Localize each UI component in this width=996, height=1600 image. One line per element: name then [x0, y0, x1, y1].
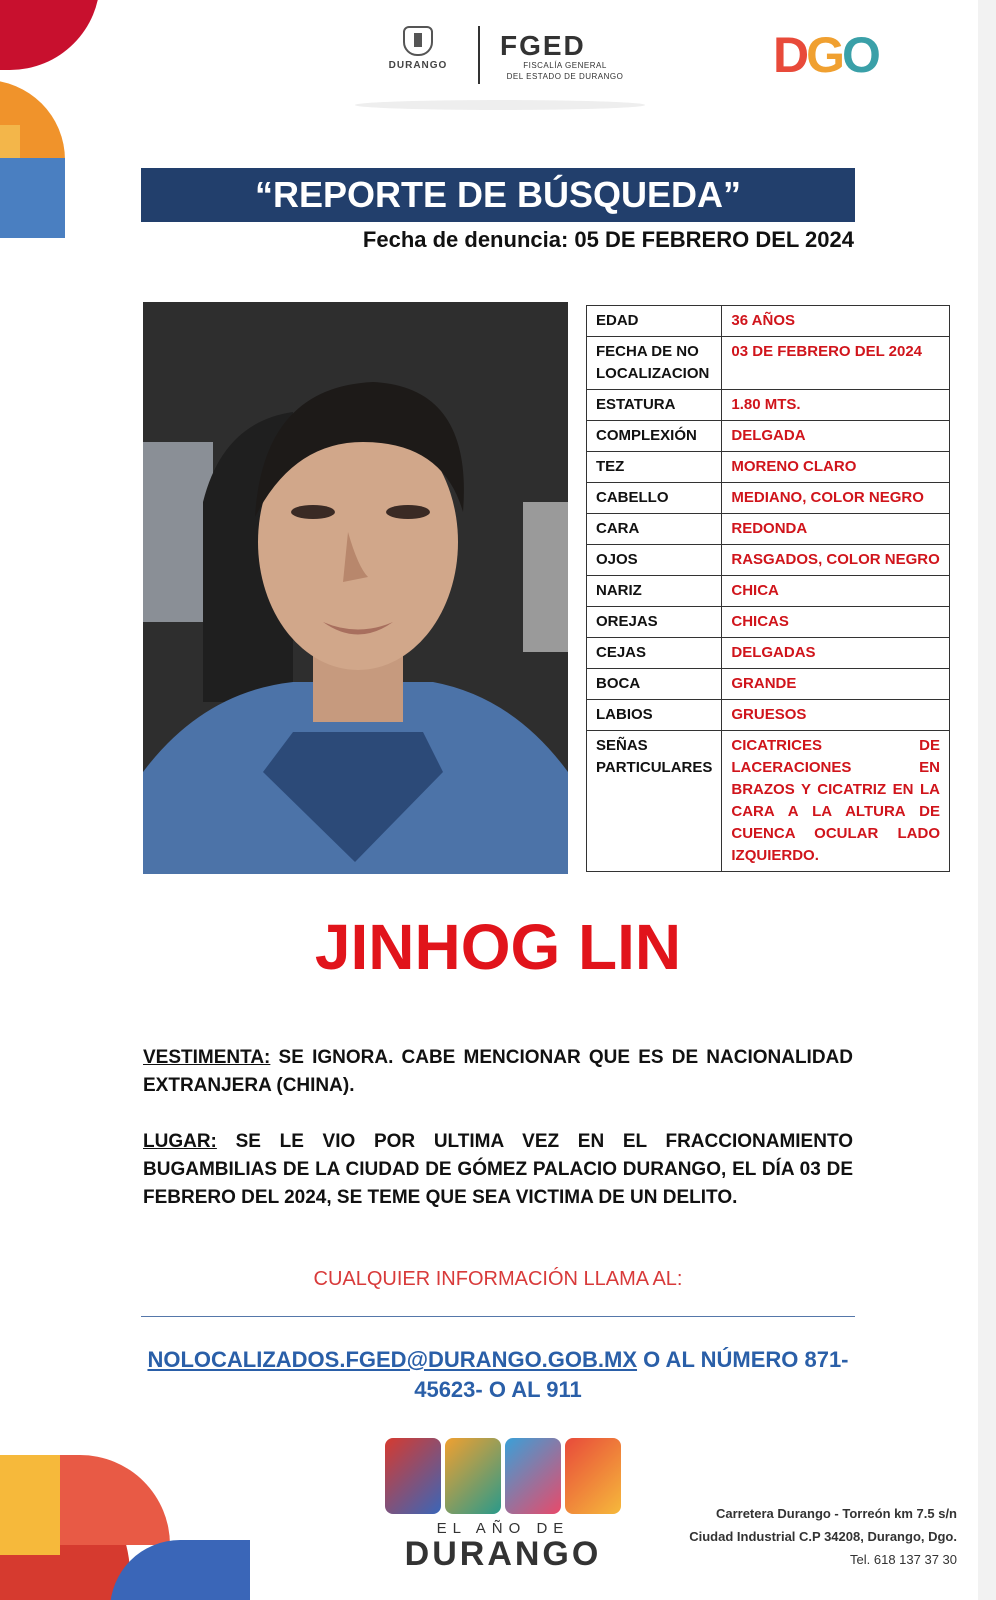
clothing-paragraph [143, 1044, 853, 1100]
place-label: LUGAR: [143, 1131, 217, 1152]
dgo-letter: D [773, 27, 807, 83]
dgo-letter: G [806, 27, 843, 83]
details-row [587, 483, 950, 514]
corner-decoration [0, 158, 65, 238]
details-value: GRUESOS [722, 700, 950, 731]
details-value: MORENO CLARO [722, 452, 950, 483]
year-digit-graphic [565, 1438, 621, 1514]
details-label: TEZ [587, 452, 722, 483]
year-2024-logo [383, 1438, 623, 1588]
clothing-text: SE IGNORA. CABE MENCIONAR QUE ES DE NACIONALIDAD EXTRANJERA (CHINA). [143, 1047, 853, 1096]
details-value: 03 DE FEBRERO DEL 2024 [722, 337, 950, 390]
durango-logo-text: DURANGO [388, 60, 448, 71]
place-text: SE LE VIO POR ULTIMA VEZ EN EL FRACCIONAMIENTO BUGAMBILIAS DE LA CIUDAD DE GÓMEZ PALACIO DURANGO, EL DÍA 03 DE FEBRERO DEL 2024, SE TEME QUE SEA VICTIMA DE UN DELITO. [143, 1131, 853, 1208]
corner-decoration [0, 1455, 60, 1555]
details-label: NARIZ [587, 576, 722, 607]
header-shadow [355, 100, 645, 110]
details-table [586, 305, 950, 872]
details-label: OREJAS [587, 607, 722, 638]
details-label: OJOS [587, 545, 722, 576]
details-label: ESTATURA [587, 390, 722, 421]
details-row [587, 545, 950, 576]
details-row [587, 306, 950, 337]
details-label: CEJAS [587, 638, 722, 669]
phone-text: O AL NÚMERO 871-45623- O AL 911 [414, 1347, 849, 1402]
call-to-action: CUALQUIER INFORMACIÓN LLAMA AL: [313, 1268, 683, 1290]
details-value: REDONDA [722, 514, 950, 545]
address-line: Ciudad Industrial C.P 34208, Durango, Dgo. [689, 1529, 957, 1544]
details-label: CABELLO [587, 483, 722, 514]
clothing-label: VESTIMENTA: [143, 1047, 271, 1068]
dgo-logo [773, 27, 878, 83]
corner-decoration [110, 1540, 250, 1600]
address-block [620, 1502, 957, 1571]
report-title: “REPORTE DE BÚSQUEDA” [141, 168, 855, 222]
fged-logo [500, 32, 630, 82]
fged-logo-title: FGED [500, 30, 586, 61]
details-value: DELGADA [722, 421, 950, 452]
logo-divider [478, 26, 480, 84]
separator-line [141, 1316, 855, 1317]
phone-line: Tel. 618 137 37 30 [850, 1552, 957, 1567]
details-value: RASGADOS, COLOR NEGRO [722, 545, 950, 576]
corner-decoration [0, 0, 100, 70]
details-value: GRANDE [722, 669, 950, 700]
details-row [587, 390, 950, 421]
crest-icon [403, 26, 433, 56]
details-row [587, 669, 950, 700]
details-row [587, 607, 950, 638]
details-value: CHICAS [722, 607, 950, 638]
details-label: CARA [587, 514, 722, 545]
page-edge [978, 0, 996, 1600]
details-value: MEDIANO, COLOR NEGRO [722, 483, 950, 514]
year-digit-graphic [445, 1438, 501, 1514]
details-row [587, 731, 950, 872]
state-name: DURANGO [404, 1535, 602, 1573]
details-value: 36 AÑOS [722, 306, 950, 337]
fged-logo-subtitle: FISCALÍA GENERAL [523, 61, 607, 70]
details-row [587, 514, 950, 545]
corner-decoration [60, 1455, 170, 1545]
details-row [587, 700, 950, 731]
details-row [587, 337, 950, 390]
details-value: 1.80 MTS. [722, 390, 950, 421]
person-name: JINHOG LIN [314, 911, 682, 983]
details-value: DELGADAS [722, 638, 950, 669]
details-row [587, 421, 950, 452]
dgo-letter: O [842, 27, 878, 83]
details-row [587, 638, 950, 669]
details-value: CICATRICES DE LACERACIONES EN BRAZOS Y CICATRIZ EN LA CARA A LA ALTURA DE CUENCA OCULAR LADO IZQUIERDO. [722, 731, 950, 872]
details-label: EDAD [587, 306, 722, 337]
details-label: COMPLEXIÓN [587, 421, 722, 452]
year-digit-graphic [385, 1438, 441, 1514]
address-line: Carretera Durango - Torreón km 7.5 s/n [715, 1506, 957, 1521]
details-label: BOCA [587, 669, 722, 700]
person-photo-illustration [143, 302, 568, 874]
person-photo [143, 302, 568, 874]
details-row [587, 452, 950, 483]
contact-info [141, 1345, 855, 1405]
year-digit-graphic [505, 1438, 561, 1514]
durango-logo [373, 26, 463, 86]
place-paragraph [143, 1128, 853, 1212]
fged-logo-subtitle: DEL ESTADO DE DURANGO [506, 71, 624, 81]
details-row [587, 576, 950, 607]
year-digits [383, 1438, 623, 1514]
details-label: SEÑAS PARTICULARES [587, 731, 722, 872]
details-label: FECHA DE NO LOCALIZACION [587, 337, 722, 390]
year-caption: EL AÑO DE [436, 1520, 570, 1537]
email-link[interactable]: NOLOCALIZADOS.FGED@DURANGO.GOB.MX [147, 1347, 638, 1372]
report-date: Fecha de denuncia: 05 DE FEBRERO DEL 2024 [362, 227, 854, 252]
details-label: LABIOS [587, 700, 722, 731]
details-value: CHICA [722, 576, 950, 607]
